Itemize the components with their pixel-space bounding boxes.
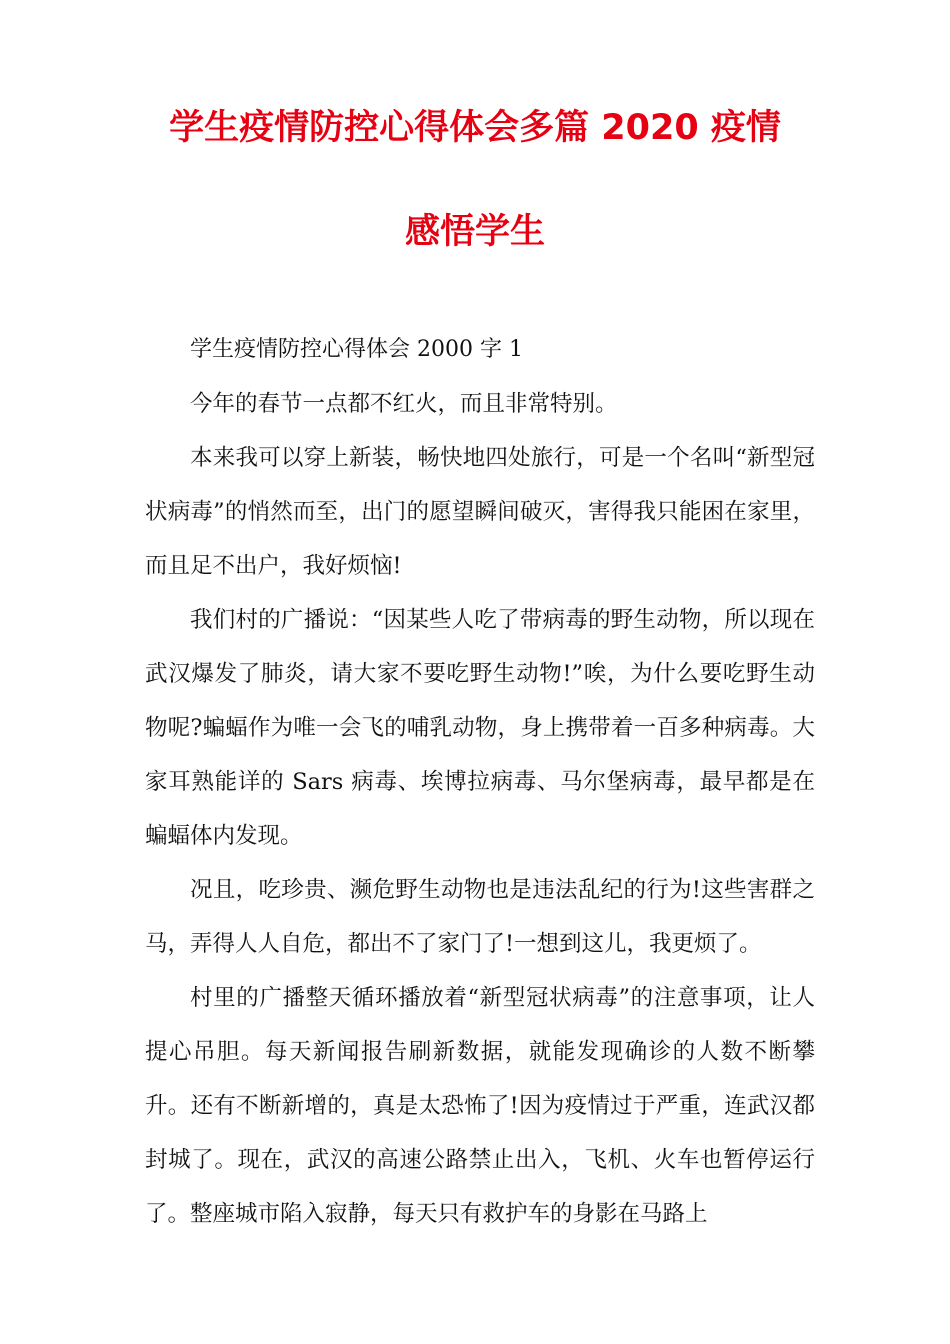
- document-title-line-2: 感悟学生: [404, 212, 545, 252]
- paragraph: 村里的广播整天循环播放着“新型冠状病毒”的注意事项，让人提心吊胆。每天新闻报告刷新数据，就能发现确诊的人数不断攀升。还有不断新增的，真是太恐怖了!因为疫情过于严重，连武汉都封城了。现在，武汉的高速公路禁止出入，飞机、火车也暂停运行了。整座城市陷入寂静，每天只有救护车的身影在马路上: [145, 985, 815, 1227]
- paragraph: 我们村的广播说：“因某些人吃了带病毒的野生动物，所以现在武汉爆发了肺炎，请大家不要吃野生动物!”唉，为什么要吃野生动物呢?蝙蝠作为唯一会飞的哺乳动物，身上携带着一百多种病毒。大家耳熟能详的 Sars 病毒、埃博拉病毒、马尔堡病毒，最早都是在蝙蝠体内发现。: [145, 607, 815, 849]
- section-heading: 学生疫情防控心得体会 2000 字 1: [190, 337, 523, 362]
- paragraph: 今年的春节一点都不红火，而且非常特别。: [190, 391, 618, 417]
- document-body: [145, 323, 815, 1241]
- paragraph: 本来我可以穿上新装，畅快地四处旅行，可是一个名叫“新型冠状病毒”的悄然而至，出门的愿望瞬间破灭，害得我只能困在家里，而且足不出户，我好烦恼!: [145, 445, 815, 579]
- paragraph: 况且，吃珍贵、濒危野生动物也是违法乱纪的行为!这些害群之马，弄得人人自危，都出不了家门了!一想到这儿，我更烦了。: [145, 877, 815, 957]
- document-title-line-1: 学生疫情防控心得体会多篇 2020 疫情: [169, 108, 781, 148]
